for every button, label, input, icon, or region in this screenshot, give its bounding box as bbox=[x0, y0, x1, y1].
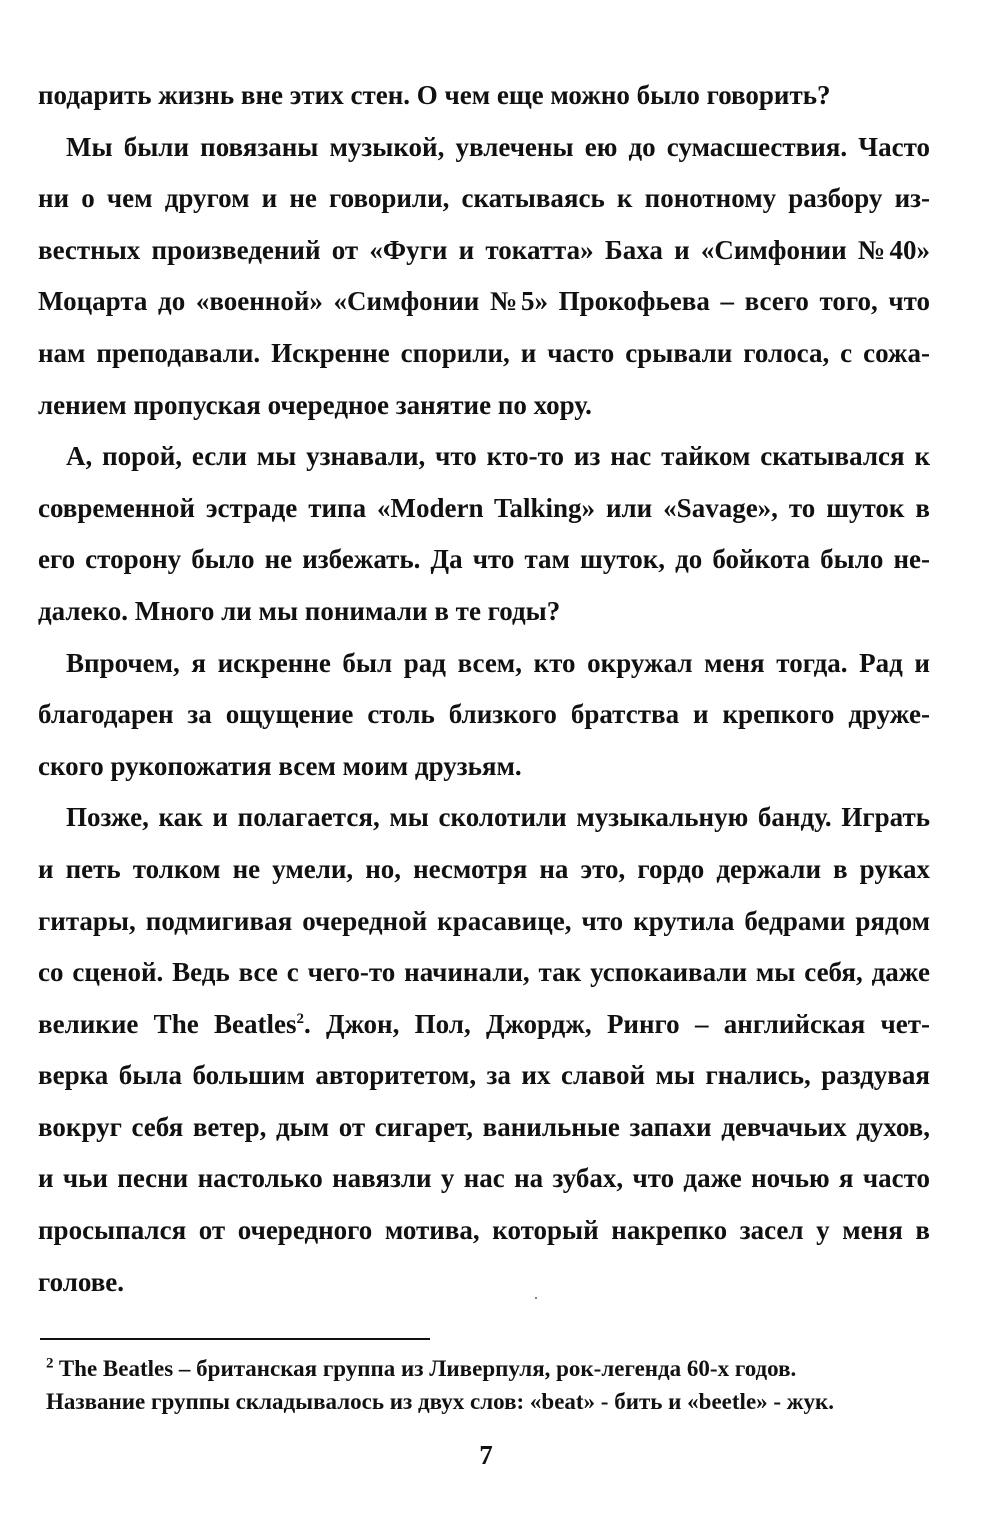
text-line-with-footnote bbox=[38, 999, 930, 1051]
text-line: со сценой. Ведь все с чего-то начинали, так успокаивали мы себя, даже bbox=[38, 957, 930, 988]
page-number: 7 bbox=[479, 1440, 493, 1470]
text-line: гитары, подмигивая очередной красавице, что крутила бедрами рядом bbox=[38, 905, 930, 936]
text-line: подарить жизнь вне этих стен. О чем еще можно было говорить? bbox=[38, 80, 831, 110]
text-line: благодарен за ощущение столь близкого братства и крепкого друже- bbox=[38, 699, 930, 730]
scan-speck bbox=[535, 1297, 537, 1299]
text-line: вестных произведений от «Фуги и токатта» Баха и «Симфонии №40» bbox=[38, 234, 930, 265]
text-line: А, порой, если мы узнавали, что кто-то из нас тайком скатывался к bbox=[66, 441, 930, 472]
footnote-line bbox=[46, 1352, 926, 1385]
text-line: его сторону было не избежать. Да что там шуток, до бойкота было не- bbox=[38, 544, 930, 575]
text-line: ского рукопожатия всем моим друзьям. bbox=[38, 750, 522, 781]
footnote-reference[interactable]: 2 bbox=[296, 1010, 304, 1027]
text-line: Мы были повязаны музыкой, увлечены ею до сумасшествия. Часто bbox=[66, 131, 930, 162]
footnote-marker: 2 bbox=[46, 1355, 54, 1372]
text-line: просыпался от очередного мотива, который накрепко засел у меня в bbox=[38, 1215, 930, 1246]
text-line: ни о чем другом и не говорили, скатываясь к понотному разбору из- bbox=[38, 183, 930, 214]
text-line: далеко. Много ли мы понимали в те годы? bbox=[38, 595, 561, 626]
text-line: верка была большим авторитетом, за их славой мы гнались, раздувая bbox=[38, 1060, 930, 1091]
text-line: нам преподавали. Искренне спорили, и часто срывали голоса, с сожа- bbox=[38, 337, 930, 368]
footnote-text: The Beatles – британская группа из Ливерпуля, рок-легенда 60-х годов. bbox=[53, 1356, 797, 1381]
text-segment: . Джон, Пол, Джордж, Ринго – английская чет- bbox=[303, 1008, 930, 1039]
text-line: и петь толком не умели, но, несмотря на это, гордо держали в руках bbox=[38, 853, 930, 884]
text-line: голове. bbox=[38, 1266, 125, 1297]
footnote-divider bbox=[40, 1338, 430, 1340]
text-line: Впрочем, я искренне был рад всем, кто окружал меня тогда. Рад и bbox=[66, 647, 930, 678]
text-segment: великие The Beatles bbox=[38, 1008, 297, 1039]
body-text bbox=[38, 70, 930, 1308]
text-line: лением пропуская очередное занятие по хору. bbox=[38, 389, 592, 420]
footnote-line: Название группы складывалось из двух слов: «beat» - бить и «beetle» - жук. bbox=[46, 1389, 834, 1414]
text-line: Моцарта до «военной» «Симфонии №5» Прокофьева – всего того, что bbox=[38, 286, 930, 317]
footnote bbox=[46, 1352, 926, 1418]
text-line: и чьи песни настолько навязли у нас на зубах, что даже ночью я часто bbox=[38, 1163, 930, 1194]
text-line: Позже, как и полагается, мы сколотили музыкальную банду. Играть bbox=[66, 802, 930, 833]
text-line: современной эстраде типа «Modern Talking» или «Savage», то шуток в bbox=[38, 492, 930, 523]
text-line: вокруг себя ветер, дым от сигарет, ванильные запахи девчачьих духов, bbox=[38, 1111, 930, 1142]
